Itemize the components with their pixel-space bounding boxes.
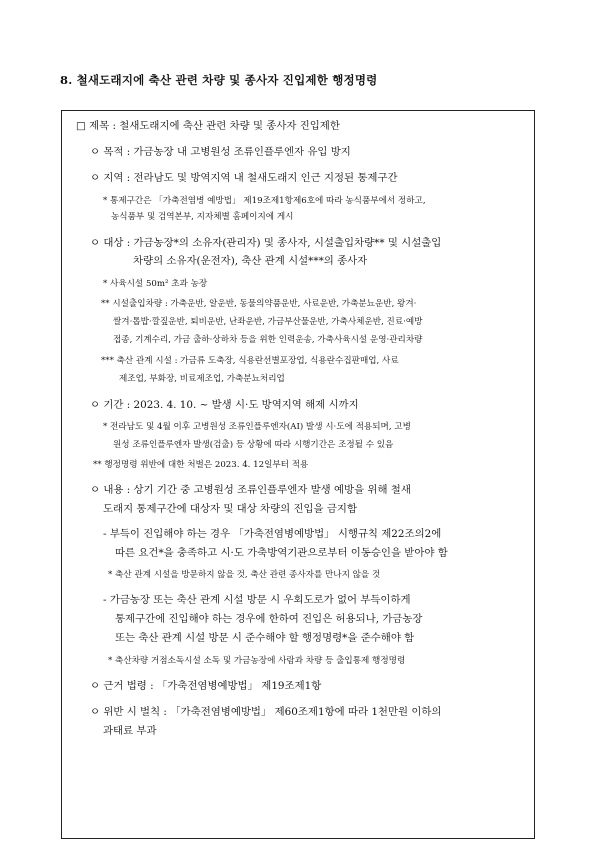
content-line-cont: 도래지 통제구간에 대상자 및 대상 차량의 진입을 금지함	[103, 503, 357, 515]
target-note-2-cont2: 접종, 기계수리, 가금 출하·상하차 등을 위한 인력운송, 가축사육시설 운영·관리차량	[113, 335, 423, 345]
period-note-1-cont: 원성 조류인플루엔자 발생(검출) 등 상황에 따라 시행기간은 조정될 수 있음	[113, 440, 394, 450]
title-line: □ 제목 : 철새도래지에 축산 관련 차량 및 종사자 진입제한	[76, 120, 340, 132]
target-note-2: ** 시설출입차량 : 가축운반, 알운반, 동물의약품운반, 사료운반, 가축분뇨운반, 왕겨·	[101, 299, 417, 309]
penalty-line-cont: 과태료 부과	[103, 725, 157, 737]
region-note-cont: 농식품부 및 검역본부, 지자체별 홈페이지에 게시	[111, 212, 294, 222]
target-line: ㅇ 대상 : 가금농장*의 소유자(관리자) 및 종사자, 시설출입차량** 및 시설출입	[90, 237, 442, 249]
basis-line: ㅇ 근거 법령 : 「가축전염병예방법」 제19조제1항	[90, 680, 322, 692]
period-note-1: * 전라남도 및 4월 이후 고병원성 조류인플루엔자(AI) 발생 시·도에 적용되며, 고병	[103, 422, 411, 432]
target-line-cont: 차량의 소유자(운전자), 축산 관계 시설***의 종사자	[133, 255, 368, 267]
content-dash-2-cont: 통제구간에 진입해야 하는 경우에 한하여 진입은 허용되나, 가금농장	[115, 613, 423, 625]
region-line: ㅇ 지역 : 전라남도 및 방역지역 내 철새도래지 인근 지정된 통제구간	[90, 172, 398, 184]
section-heading: 8. 철새도래지에 축산 관련 차량 및 종사자 진입제한 행정명령	[60, 73, 378, 87]
content-line: ㅇ 내용 : 상기 기간 중 고병원성 조류인플루엔자 발생 예방을 위해 철새	[90, 484, 411, 496]
content-dash-2-cont2: 또는 축산 관계 시설 방문 시 준수해야 할 행정명령*을 준수해야 함	[115, 632, 415, 644]
content-note-2: * 축산차량 거점소독시설 소독 및 가금농장에 사람과 차량 등 출입통제 행정명령	[108, 656, 406, 666]
penalty-line: ㅇ 위반 시 벌칙 : 「가축전염병예방법」 제60조제1항에 따라 1천만원 이하의	[90, 706, 442, 718]
region-note: * 통제구간은 「가축전염병 예방법」 제19조제1항제6호에 따라 농식품부에서 정하고,	[103, 196, 426, 206]
content-dash-2: - 가금농장 또는 축산 관계 시설 방문 시 우회도로가 없어 부득이하게	[103, 594, 411, 606]
period-note-2: ** 행정명령 위반에 대한 처벌은 2023. 4. 12일부터 적용	[93, 460, 309, 470]
target-note-1: * 사육시설 50m² 초과 농장	[103, 279, 208, 289]
target-note-3-cont: 제조업, 부화장, 비료제조업, 가축분뇨처리업	[119, 374, 285, 384]
purpose-line: ㅇ 목적 : 가금농장 내 고병원성 조류인플루엔자 유입 방지	[90, 146, 351, 158]
content-dash-1: - 부득이 진입해야 하는 경우 「가축전염병예방법」 시행규칙 제22조의2에	[103, 528, 442, 540]
content-dash-1-cont: 따른 요건*을 충족하고 시·도 가축방역기관으로부터 이동승인을 받아야 함	[115, 547, 448, 559]
target-note-2-cont: 쌀겨·톱밥·깔짚운반, 퇴비운반, 난좌운반, 가금부산물운반, 가축사체운반, 진료·예방	[113, 317, 423, 327]
period-line: ㅇ 기간 : 2023. 4. 10. ~ 발생 시·도 방역지역 해제 시까지	[90, 399, 359, 411]
target-note-3: *** 축산 관계 시설 : 가금류 도축장, 식용란선별포장업, 식용란수집판매업, 사료	[101, 356, 399, 366]
content-note-1: * 축산 관계 시설을 방문하지 않을 것, 축산 관련 종사자를 만나지 않을 것	[108, 570, 381, 580]
